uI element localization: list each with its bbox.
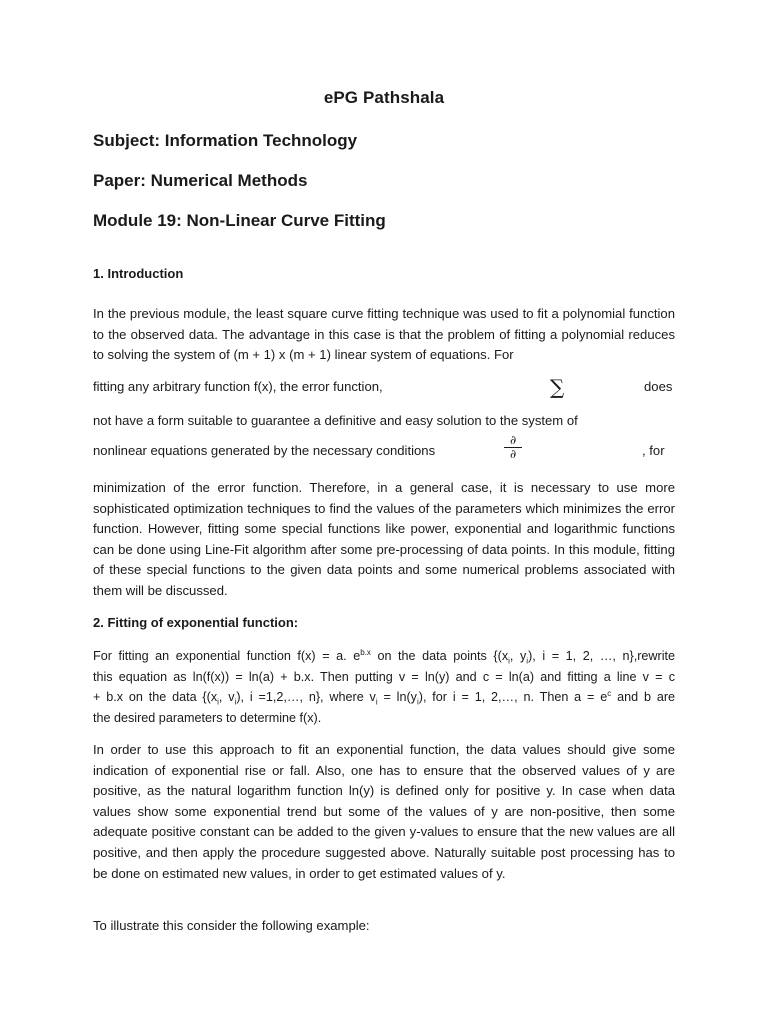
exp-line-1-a: For fitting an exponential function f(x) = a. e: [93, 649, 361, 663]
exp-line-1: [93, 646, 675, 667]
partial-derivative-fraction: [504, 434, 522, 461]
exponential-paragraph-3: To illustrate this consider the following example:: [93, 918, 370, 933]
sub-i-5: i: [375, 697, 378, 707]
sub-i-6: i: [416, 697, 419, 707]
partial-numerator: ∂: [504, 434, 522, 448]
nonlinear-line: [93, 441, 675, 461]
exp-line-3-a: + b.x on the data {(x: [93, 690, 218, 705]
paper-heading: Paper: Numerical Methods: [93, 171, 308, 190]
exp-line-3-c: ), i =1,2,…, n}, where v: [236, 690, 376, 705]
sub-i-3: i: [217, 697, 219, 707]
module-heading: Module 19: Non-Linear Curve Fitting: [93, 211, 386, 230]
exp-line-2-text: this equation as ln(f(x)) = ln(a) + b.x. Then putting v = ln(y) and c = ln(a) and fitting a line v = c: [93, 669, 675, 684]
exponential-paragraph-2: In order to use this approach to fit an exponential function, the data values should give some indication of exponential rise or fall. Also, one has to ensure that the observed values of y are positive, as the natural logarithm function ln(y) is defined only for positive y. In case when data values show some exponential trend but some of the values of y are non-positive, then some adequate positive constant can be added to the given y-values to ensure that the new values are all positive, and then apply the procedure suggested above. Naturally suitable post processing has to be done on estimated new values, in order to get estimated values of y.: [93, 742, 675, 881]
section-heading-exponential: 2. Fitting of exponential function:: [93, 615, 299, 630]
sub-i-4: i: [234, 697, 237, 707]
exp-line-1-d: ), i = 1, 2, …, n},rewrite: [528, 649, 675, 663]
exp-line-3: [93, 687, 675, 708]
exp-line-1-b: on the data points {(x: [370, 649, 509, 663]
exponential-paragraph-1: [93, 646, 675, 728]
subject-heading: Subject: Information Technology: [93, 131, 358, 150]
fitting-line-end: does: [644, 379, 673, 394]
exp-line-3-f: and b are: [611, 690, 676, 705]
exp-sup-c: c: [607, 689, 612, 698]
nonlinear-line-end: , for: [642, 443, 665, 458]
fitting-line-text: fitting any arbitrary function f(x), the error function,: [93, 379, 383, 394]
exp-line-3-b: , v: [218, 690, 235, 705]
partial-denominator: ∂: [510, 447, 517, 461]
exp-line-1-c: , y: [509, 649, 527, 663]
nonlinear-line-text: nonlinear equations generated by the necessary conditions: [93, 443, 436, 458]
exp-line-2: [93, 667, 675, 688]
section-heading-introduction: 1. Introduction: [93, 266, 184, 281]
intro-paragraph-2: minimization of the error function. Therefore, in a general case, it is necessary to use more sophisticated optimization techniques to find the values of the parameters which minimizes the error function. However, fitting some special functions like power, exponential and logarithmic functions can be done using Line-Fit algorithm after some pre-processing of data points. In this module, fitting of these special functions to the given data points and some numerical problems associated with them will be discussed.: [93, 480, 675, 598]
not-have-text: not have a form suitable to guarantee a definitive and easy solution to the system of: [93, 413, 578, 428]
fitting-line: [93, 377, 675, 397]
sub-i-2: i: [526, 656, 529, 666]
exp-line-4-text: the desired parameters to determine f(x).: [93, 710, 322, 725]
document-title: ePG Pathshala: [323, 88, 445, 107]
intro-paragraph-1: In the previous module, the least square curve fitting technique was used to fit a polynomial function to the observed data. The advantage in this case is that the problem of fitting a polynomial reduces to solving the system of (m + 1) x (m + 1) linear system of equations. For: [93, 306, 675, 363]
exp-line-3-d: = ln(y: [377, 690, 417, 705]
summation-symbol: ∑: [550, 375, 565, 399]
exp-sup-bx: b.x: [360, 647, 371, 657]
exp-line-3-e: ), for i = 1, 2,…, n. Then a = e: [418, 690, 608, 705]
exp-line-4: [93, 708, 675, 729]
not-have-line: [93, 411, 675, 432]
sub-i-1: i: [508, 656, 510, 666]
